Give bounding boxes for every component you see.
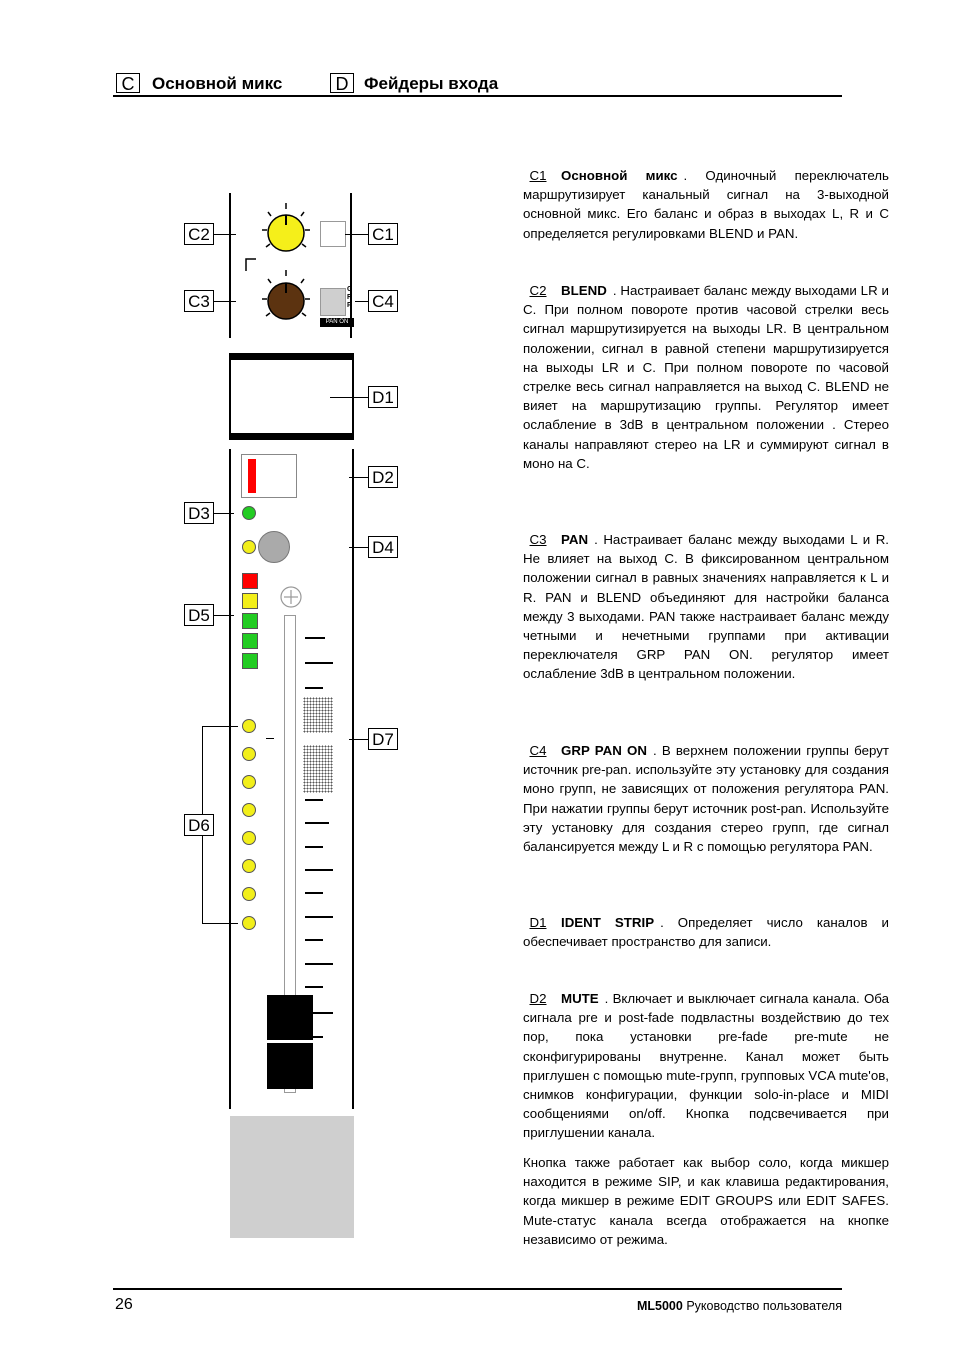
fader-scale-tick bbox=[305, 687, 323, 689]
callout-d6: D6 bbox=[184, 814, 214, 836]
leader-c2 bbox=[214, 234, 236, 235]
solo-button[interactable] bbox=[258, 531, 290, 563]
section-letter-c: C bbox=[116, 73, 140, 93]
meter-led-green-2 bbox=[242, 633, 258, 649]
footer-product: ML5000 bbox=[636, 1299, 683, 1313]
fader-scale-tick bbox=[305, 916, 333, 918]
section-d2 bbox=[523, 989, 889, 1143]
led-yellow-column bbox=[242, 719, 256, 733]
tag-c1: C1 bbox=[529, 168, 547, 183]
strip-rail-right-bottom bbox=[352, 449, 354, 1109]
term-c3: PAN bbox=[561, 532, 589, 547]
section-title-input-faders: Фейдеры входа bbox=[364, 74, 499, 93]
fader-mark bbox=[266, 738, 274, 739]
meter-led-green-3 bbox=[242, 653, 258, 669]
callout-d5: D5 bbox=[184, 604, 214, 626]
led-yellow-column bbox=[242, 859, 256, 873]
leader-d3 bbox=[214, 513, 234, 514]
leader-d2 bbox=[349, 477, 368, 478]
grp-pan-on-button[interactable] bbox=[320, 288, 346, 316]
led-yellow-column bbox=[242, 775, 256, 789]
strip-rail-left-top bbox=[229, 193, 231, 338]
fader-scale-tick bbox=[305, 986, 323, 988]
tag-d1: D1 bbox=[529, 915, 547, 930]
corner-marker-icon bbox=[245, 258, 257, 272]
pan-knob-icon[interactable] bbox=[258, 267, 314, 329]
callout-c4: C4 bbox=[368, 290, 398, 312]
tag-c2: C2 bbox=[529, 283, 547, 298]
fader-scale-tick bbox=[305, 939, 323, 941]
mute-indicator bbox=[248, 459, 256, 493]
term-d1: IDENT STRIP bbox=[561, 915, 655, 930]
bracket-d6-bottom-arm bbox=[202, 923, 238, 924]
led-yellow-column bbox=[242, 747, 256, 761]
footer-guide: Руководство пользователя bbox=[686, 1299, 842, 1313]
screw-icon bbox=[279, 585, 303, 609]
fader-scale-tick bbox=[305, 869, 333, 871]
blend-knob-icon[interactable] bbox=[258, 200, 314, 262]
leader-c3 bbox=[214, 301, 236, 302]
leader-d1 bbox=[330, 397, 368, 398]
section-letter-d: D bbox=[330, 73, 354, 93]
term-c4: GRP PAN ON bbox=[561, 743, 647, 758]
callout-d4: D4 bbox=[368, 536, 398, 558]
bracket-d6-top-arm bbox=[202, 726, 238, 727]
leader-d7 bbox=[349, 739, 368, 740]
tag-d2: D2 bbox=[529, 991, 547, 1006]
section-d1 bbox=[523, 913, 889, 951]
callout-d2: D2 bbox=[368, 466, 398, 488]
led-yellow bbox=[242, 540, 256, 554]
mute-button[interactable] bbox=[241, 454, 297, 498]
led-yellow-column bbox=[242, 916, 256, 930]
text-d2: . Включает и выключает сигнала канала. Оба сигнала pre и post-fade подвластны воздействию до тех пор, пока установки pre-fade pre-mute не сконфигурированы внутренне. Канал может быть приглушен с помощью mute-групп, групповых VCA mute'ов, снимков конфигурации, функции solo-in-place и MIDI сообщениями on/off. Кнопка подсвечивается при приглушении канала. bbox=[523, 991, 889, 1141]
bracket-d6-bottom bbox=[202, 836, 203, 923]
pan-on-label: PAN ON bbox=[320, 318, 354, 327]
page-number: 26 bbox=[115, 1296, 133, 1313]
leader-d4 bbox=[349, 547, 368, 548]
led-green bbox=[242, 506, 256, 520]
meter-led-red bbox=[242, 573, 258, 589]
fader-scale-tick bbox=[305, 846, 323, 848]
callout-d1: D1 bbox=[368, 386, 398, 408]
fader-scale-tick bbox=[305, 822, 329, 824]
section-c3 bbox=[523, 530, 889, 684]
fader-cap[interactable] bbox=[267, 995, 313, 1089]
leader-c1 bbox=[345, 234, 368, 235]
fader-scale-tick bbox=[305, 963, 333, 965]
text-c2: . Настраивает баланс между выходами LR и C. При полном повороте против часовой стрелки весь сигнал маршрутизируется на выходы LR. В центральном положении, сигнал в равной степени маршрутизируется на выходы LR и C. При полном повороте по часовой стрелке весь сигнал направляется на выход C. BLEND не вияет на маршрутизацию группы. Регулятор имеет ослабление в 3dB в центральном положении . Стерео каналы направляют стерео на LR и суммируют сигнал в моно на C. bbox=[523, 283, 889, 471]
led-yellow-column bbox=[242, 831, 256, 845]
section-d2-extra: Кнопка также работает как выбор соло, когда микшер находится в режиме SIP, и как клавиша редактирования, когда микшер в режиме EDIT GROUPS или EDIT SAFES. Mute-статус канала всегда отображается на кнопке независимо от режима. bbox=[523, 1155, 889, 1247]
section-c1 bbox=[523, 166, 889, 243]
fader-scale-tick bbox=[305, 662, 333, 664]
bottom-panel bbox=[230, 1116, 354, 1238]
fader-legend-dots-1 bbox=[303, 697, 333, 733]
leader-c4 bbox=[355, 301, 368, 302]
fader-cap-line bbox=[267, 1040, 313, 1043]
text-c1: . Одиночный переключатель маршрутизирует канальный сигнал на 3-выходной основной микс. Его баланс и образ в выходах L, R и C определяется регулировками BLEND и PAN. bbox=[523, 168, 889, 241]
led-yellow-column bbox=[242, 887, 256, 901]
text-d1: . Определяет число каналов и обеспечивает пространство для записи. bbox=[523, 915, 889, 950]
fader-scale-tick bbox=[305, 637, 325, 639]
strip-rail-right-top bbox=[350, 193, 352, 338]
header-rule bbox=[113, 95, 842, 97]
tag-c4: C4 bbox=[529, 743, 547, 758]
callout-c2: C2 bbox=[184, 223, 214, 245]
callout-d3: D3 bbox=[184, 502, 214, 524]
leader-d5 bbox=[214, 615, 234, 616]
section-title-main-mix: Основной микс bbox=[152, 74, 283, 93]
grp-label: G R P bbox=[347, 286, 353, 309]
section-c2 bbox=[523, 281, 889, 473]
led-yellow-column bbox=[242, 803, 256, 817]
meter-led-yellow bbox=[242, 593, 258, 609]
term-d2: MUTE bbox=[561, 991, 599, 1006]
meter-led-green-1 bbox=[242, 613, 258, 629]
callout-c1: C1 bbox=[368, 223, 398, 245]
tag-c3: C3 bbox=[529, 532, 547, 547]
bracket-d6-top bbox=[202, 726, 203, 814]
footer-rule bbox=[113, 1288, 842, 1290]
main-mix-button[interactable] bbox=[320, 221, 346, 247]
footer-title bbox=[637, 1299, 842, 1313]
term-c2: BLEND bbox=[561, 283, 607, 298]
fader-legend-dots-2 bbox=[303, 745, 333, 793]
fader-scale-tick bbox=[305, 892, 323, 894]
callout-c3: C3 bbox=[184, 290, 214, 312]
callout-d7: D7 bbox=[368, 728, 398, 750]
fader-scale-tick bbox=[305, 799, 323, 801]
term-c1: Основной микс bbox=[561, 168, 678, 183]
section-c4 bbox=[523, 741, 889, 856]
text-c3: . Настраивает баланс между выходами L и R. Не влияет на выход C. В фиксированном центральном положении сигнал в равных значениях направляется к L и R. PAN и BLEND объединяют для настройки баланса между 3 выходами. PAN также настраивает баланс между четными и нечетными группами при активации переключателя GRP PAN ON. регулятор имеет ослабление 3dB в центральном положении. bbox=[523, 532, 889, 682]
strip-rail-left-bottom bbox=[229, 449, 231, 1109]
text-c4: . В верхнем положении группы берут источник pre-pan. используйте эту установку для создания моно групп, не зависящих от положения регулятора PAN. При нажатии группы берут источник post-pan. Используйте эту установку для создания стерео групп, где сигнал балансируется между L и R с помощью регулятора PAN. bbox=[523, 743, 889, 855]
